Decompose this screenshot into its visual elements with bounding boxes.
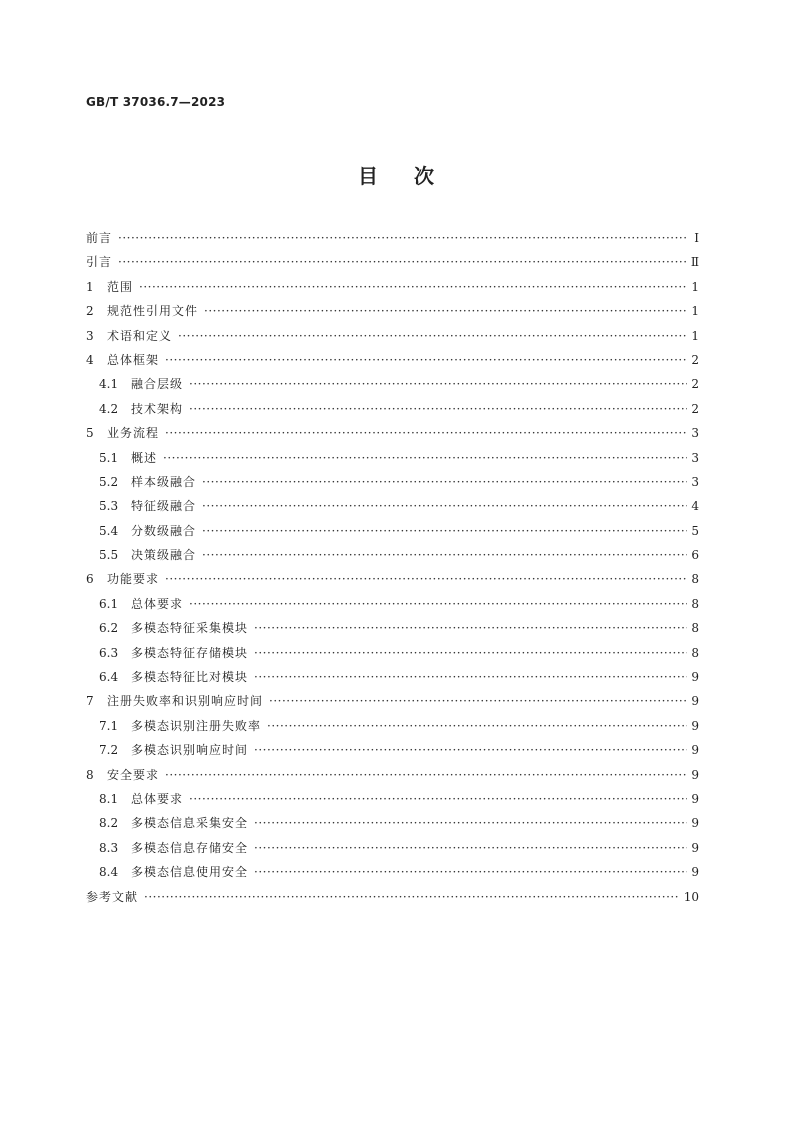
toc-entry[interactable]: [86, 689, 699, 713]
toc-entry[interactable]: [86, 665, 699, 689]
toc-dot-leader: [165, 421, 687, 445]
toc-entry-page: 2: [691, 401, 699, 416]
toc-entry[interactable]: [86, 397, 699, 421]
toc-dot-leader: [202, 543, 687, 567]
toc-entry[interactable]: [86, 543, 699, 567]
toc-entry-label: 总体框架: [107, 352, 160, 367]
toc-entry-label: 注册失败率和识别响应时间: [107, 694, 264, 709]
toc-entry-number: 8.4: [99, 865, 119, 880]
toc-dot-leader: [267, 714, 687, 738]
toc-entry-number: 4.2: [99, 401, 119, 416]
toc-entry[interactable]: [86, 885, 699, 909]
toc-entry[interactable]: [86, 616, 699, 640]
toc-dot-leader: [139, 275, 687, 299]
toc-entry-label: 总体要求: [131, 791, 184, 806]
toc-title-part1: 目: [358, 164, 380, 188]
toc-entry[interactable]: [86, 470, 699, 494]
toc-entry-label: 技术架构: [131, 401, 184, 416]
toc-entry-label: 分数级融合: [131, 523, 197, 538]
toc-entry-label: 多模态信息使用安全: [131, 865, 249, 880]
toc-entry-page: 1: [691, 279, 699, 294]
toc-dot-leader: [254, 616, 687, 640]
toc-entry-label: 特征级融合: [131, 499, 197, 514]
toc-entry-label: 术语和定义: [107, 328, 173, 343]
toc-dot-leader: [202, 494, 687, 518]
toc-entry-page: 9: [691, 694, 699, 709]
toc-entry-number: 6: [86, 572, 94, 587]
toc-entry-page: 9: [691, 791, 699, 806]
toc-entry[interactable]: [86, 763, 699, 787]
toc-entry[interactable]: [86, 811, 699, 835]
toc-dot-leader: [163, 446, 687, 470]
toc-dot-leader: [202, 470, 687, 494]
standard-number: GB/T 37036.7—2023: [86, 95, 226, 109]
toc-entry-number: 6.3: [99, 645, 119, 660]
toc-dot-leader: [269, 689, 687, 713]
toc-entry-label: 参考文献: [86, 889, 139, 904]
toc-entry-label: 规范性引用文件: [107, 304, 199, 319]
toc-title-part2: 次: [414, 164, 436, 188]
toc-entry-label: 多模态特征存储模块: [131, 645, 249, 660]
toc-entry-label: 样本级融合: [131, 474, 197, 489]
toc-entry-number: 7: [86, 694, 94, 709]
toc-entry-label: 多模态信息存储安全: [131, 840, 249, 855]
toc-entry-page: 9: [691, 743, 699, 758]
toc-dot-leader: [254, 738, 687, 762]
toc-dot-leader: [144, 885, 680, 909]
toc-entry-page: 1: [691, 328, 699, 343]
toc-entry-page: 3: [691, 474, 699, 489]
toc-entry-number: 7.1: [99, 718, 119, 733]
toc-dot-leader: [189, 787, 687, 811]
toc-entry-label: 前言: [86, 231, 113, 245]
toc-dot-leader: [165, 348, 687, 372]
toc-entry-page: 2: [691, 377, 699, 392]
toc-dot-leader: [254, 641, 687, 665]
toc-dot-leader: [254, 860, 687, 884]
toc-entry-number: 8.2: [99, 816, 119, 831]
toc-entry-number: 5.1: [99, 450, 119, 465]
toc-entry-number: 6.1: [99, 596, 119, 611]
toc-entry-number: 8.3: [99, 840, 119, 855]
toc-entry[interactable]: [86, 275, 699, 299]
toc-entry-page: 8: [691, 645, 699, 660]
toc-entry[interactable]: [86, 494, 699, 518]
toc-entry-number: 2: [86, 304, 94, 319]
toc-entry-page: 1: [691, 304, 699, 319]
toc-entry[interactable]: [86, 787, 699, 811]
toc-dot-leader: [254, 836, 687, 860]
toc-entry-number: 4: [86, 352, 94, 367]
toc-entry[interactable]: [86, 348, 699, 372]
toc-entry-number: 3: [86, 328, 94, 343]
toc-entry-number: 5: [86, 426, 94, 441]
toc-entry-label: 功能要求: [107, 572, 160, 587]
toc-entry-number: 5.4: [99, 523, 119, 538]
toc-entry-label: 范围: [107, 279, 134, 294]
toc-entry-page: 9: [691, 816, 699, 831]
toc-entry-label: 多模态识别注册失败率: [131, 718, 262, 733]
toc-entry-number: 6.2: [99, 621, 119, 636]
toc-entry[interactable]: [86, 324, 699, 348]
toc-dot-leader: [165, 763, 687, 787]
toc-entry[interactable]: [86, 299, 699, 323]
toc-dot-leader: [178, 324, 687, 348]
toc-entry-page: 9: [691, 865, 699, 880]
toc-entry-number: 7.2: [99, 743, 119, 758]
toc-entry-label: 多模态特征比对模块: [131, 670, 249, 685]
toc-entry-page: 6: [691, 548, 699, 563]
toc-entry[interactable]: [86, 226, 699, 250]
toc-entry[interactable]: [86, 738, 699, 762]
toc-entry-page: Ⅰ: [694, 231, 699, 245]
toc-list: [86, 226, 699, 909]
toc-dot-leader: [254, 811, 687, 835]
toc-entry-number: 5.5: [99, 548, 119, 563]
toc-entry-page: 4: [691, 499, 699, 514]
toc-entry-page: 9: [691, 670, 699, 685]
toc-dot-leader: [189, 592, 687, 616]
toc-entry-page: 8: [691, 572, 699, 587]
toc-entry-page: 8: [691, 621, 699, 636]
toc-entry-label: 多模态信息采集安全: [131, 816, 249, 831]
toc-dot-leader: [189, 372, 687, 396]
toc-entry-page: 9: [691, 840, 699, 855]
toc-entry-number: 4.1: [99, 377, 119, 392]
toc-dot-leader: [204, 299, 687, 323]
toc-entry[interactable]: [86, 446, 699, 470]
toc-entry[interactable]: [86, 592, 699, 616]
toc-entry-page: 2: [691, 352, 699, 367]
toc-entry[interactable]: [86, 641, 699, 665]
toc-entry-number: 8.1: [99, 791, 119, 806]
toc-dot-leader: [202, 519, 687, 543]
toc-entry-page: 9: [691, 718, 699, 733]
toc-entry-page: 3: [691, 426, 699, 441]
toc-entry-label: 融合层级: [131, 377, 184, 392]
toc-entry-label: 概述: [131, 450, 158, 465]
toc-entry-label: 业务流程: [107, 426, 160, 441]
toc-entry-page: 5: [691, 523, 699, 538]
toc-entry-number: 5.2: [99, 474, 119, 489]
toc-entry[interactable]: [86, 567, 699, 591]
toc-entry-label: 多模态特征采集模块: [131, 621, 249, 636]
toc-entry[interactable]: [86, 836, 699, 860]
toc-entry[interactable]: [86, 519, 699, 543]
toc-entry-page: Ⅱ: [690, 255, 699, 270]
toc-entry-number: 6.4: [99, 670, 119, 685]
toc-entry-page: 8: [691, 596, 699, 611]
toc-dot-leader: [118, 226, 687, 250]
toc-entry-page: 9: [691, 767, 699, 782]
toc-entry-number: 5.3: [99, 499, 119, 514]
toc-entry-label: 决策级融合: [131, 548, 197, 563]
toc-entry-label: 安全要求: [107, 767, 160, 782]
toc-entry[interactable]: [86, 250, 699, 274]
toc-entry-page: 10: [683, 889, 699, 904]
toc-dot-leader: [118, 250, 687, 274]
toc-entry-number: 8: [86, 767, 94, 782]
toc-title: [0, 160, 794, 189]
toc-entry-page: 3: [691, 450, 699, 465]
toc-entry[interactable]: [86, 372, 699, 396]
toc-entry-number: 1: [86, 279, 94, 294]
toc-entry[interactable]: [86, 714, 699, 738]
toc-entry[interactable]: [86, 421, 699, 445]
toc-dot-leader: [254, 665, 687, 689]
toc-entry[interactable]: [86, 860, 699, 884]
toc-dot-leader: [189, 397, 687, 421]
toc-entry-label: 总体要求: [131, 596, 184, 611]
toc-dot-leader: [165, 567, 687, 591]
toc-entry-label: 多模态识别响应时间: [131, 743, 249, 758]
toc-entry-label: 引言: [86, 255, 113, 270]
